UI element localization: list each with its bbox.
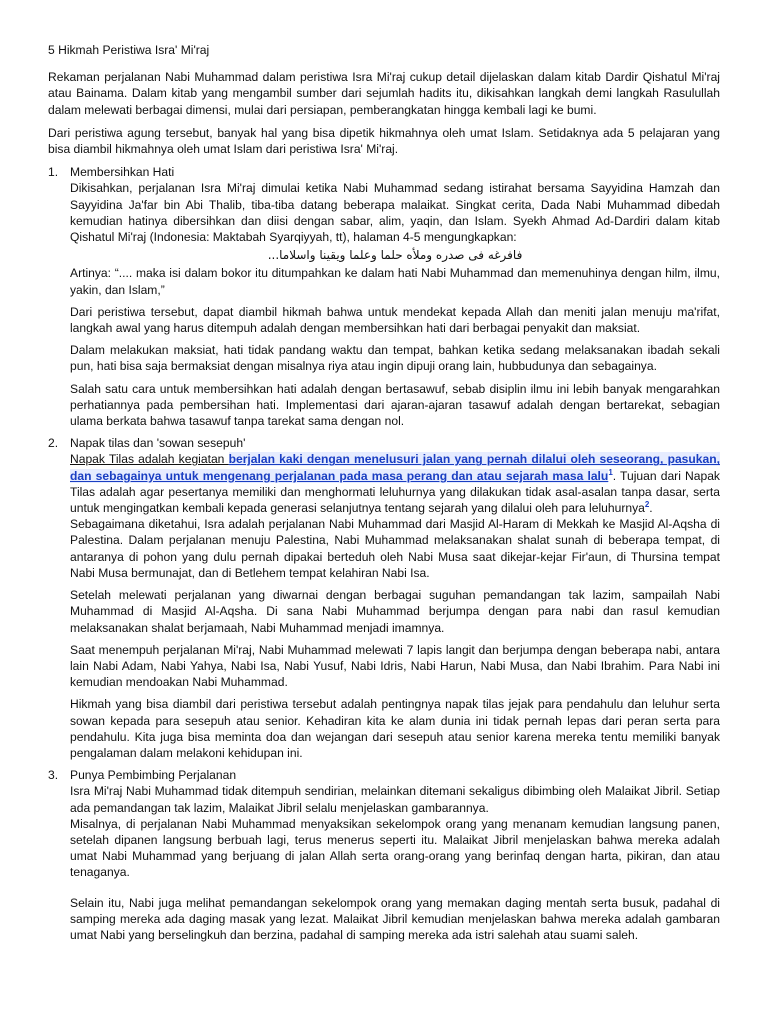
- footnote-ref-2[interactable]: 2: [644, 500, 650, 510]
- item-paragraph: Isra Mi'raj Nabi Muhammad tidak ditempuh sendirian, melainkan ditemani sekaligus dibimbing oleh Malaikat Jibril. Setiap ada pemandangan tak lazim, Malaikat Jibril selalu menjelaskan gambarannya.: [70, 784, 720, 815]
- item-paragraph: Sebagaimana diketahui, Isra adalah perjalanan Nabi Muhammad dari Masjid Al-Haram di Mekkah ke Masjid Al-Aqsha di Palestina. Dalam perjalanan menuju Palestina, Nabi Muhammad melaksanakan shalat sunah di beberapa tempat, di antaranya di pohon yang dulu pernah dipakai berteduh oleh Nabi Musa saat dikejar-kejar Fir'aun, di Thursina tempat Nabi Musa bermunajat, dan di Betlehem tempat kelahiran Nabi Isa.: [70, 517, 720, 580]
- item-paragraph: Artinya: “.... maka isi dalam bokor itu ditumpahkan ke dalam hati Nabi Muhammad dan memenuhinya dengan hilm, ilmu, yakin, dan Islam,”: [70, 266, 720, 297]
- paragraph-lead-text: Napak Tilas adalah kegiatan: [70, 452, 229, 467]
- list-item-body: [70, 783, 720, 943]
- item-paragraph: Dari peristiwa tersebut, dapat diambil hikmah bahwa untuk mendekat kepada Allah dan meniti jalan menuju ma'rifat, langkah awal yang harus ditempuh adalah dengan membersihkan hati dari berbagai penyakit dan maksiat.: [70, 304, 720, 336]
- paragraph-text: . Tujuan dari Napak Tilas adalah agar pesertanya memiliki dan menghormati leluhurnya yang dilakukan tidak asal-asalan tanpa dasar, serta untuk mengingatkan kembali kepada generasi selanjutnya tentang sejarah yang dilalui oleh para leluhurnya: [70, 468, 720, 516]
- item-paragraph: Saat menempuh perjalanan Mi'raj, Nabi Muhammad melewati 7 lapis langit dan berjumpa dengan beberapa nabi, antara lain Nabi Adam, Nabi Yahya, Nabi Isa, Nabi Yusuf, Nabi Idris, Nabi Harun, Nabi Musa, dan Nabi Ibrahim. Para Nabi ini kemudian mendoakan Nabi Muhammad.: [70, 642, 720, 690]
- document-title: 5 Hikmah Peristiwa Isra' Mi'raj: [48, 43, 210, 57]
- list-number: 3.: [48, 768, 59, 783]
- paragraph-end: .: [649, 501, 653, 516]
- list-number: 2.: [48, 436, 59, 451]
- list-item-body: [70, 451, 720, 761]
- list-item-membersihkan-hati: [48, 164, 720, 429]
- list-item-heading: Membersihkan Hati: [70, 165, 175, 180]
- item-paragraph: Salah satu cara untuk membersihkan hati adalah dengan bertasawuf, sebab disiplin ilmu ini lebih banyak mengarahkan perhatiannya pada pembersihan hati. Implementasi dari ajaran-ajaran tasawuf adalah dengan bertarekat, sebagian ulama berkata bahwa tasawuf tanpa tarekat sama dengan nol.: [70, 381, 720, 429]
- item-paragraph-with-link: [70, 451, 720, 516]
- list-number: 1.: [48, 165, 59, 180]
- definition-link[interactable]: berjalan kaki dengan menelusuri jalan yang pernah dilalui oleh seseorang, pasukan, dan sebagainya untuk mengenang perjalanan pada masa perang dan atau sejarah masa lalu: [70, 452, 720, 483]
- list-item-body: [70, 180, 720, 429]
- item-paragraph: Dalam melakukan maksiat, hati tidak pandang waktu dan tempat, bahkan ketika sedang melaksanakan ibadah sekali pun, hati bisa saja bermaksiat dengan misalnya riya atau ingin dipuji orang lain, hubbudunya dan sebagainya.: [70, 343, 720, 374]
- arabic-quote: فافرغه فى صدره وملأه حلما وعلما ويقينا واسلاما...: [267, 248, 523, 263]
- document-body: [48, 42, 720, 949]
- list-item-heading: Napak tilas dan 'sowan sesepuh': [70, 436, 246, 451]
- item-paragraph: Dikisahkan, perjalanan Isra Mi'raj dimulai ketika Nabi Muhammad sedang istirahat bersama Sayyidina Hamzah dan Sayyidina Ja'far bin Abi Thalib, tiba-tiba datang beberapa malaikat. Singkat cerita, Dada Nabi Muhammad dibedah kemudian hatinya dibersihkan dan diisi dengan sabar, alim, yaqin, dan Islam. Syekh Ahmad Ad-Dardiri dalam kitab Qishatul Mi'raj (Indonesia: Maktabah Syarqiyyah, tt), halaman 4-5 mengungkapkan:: [70, 181, 720, 245]
- list-item-pembimbing: [48, 767, 720, 943]
- blank-line: [70, 881, 720, 895]
- item-paragraph: Setelah melewati perjalanan yang diwarnai dengan berbagai suguhan pemandangan tak lazim, sampailah Nabi Muhammad di Masjid Al-Aqsha. Di sana Nabi Muhammad berjumpa dengan para nabi dan rasul kemudian melaksanakan shalat berjamaah, Nabi Muhammad menjadi imamnya.: [70, 588, 720, 635]
- intro-paragraph-1: Rekaman perjalanan Nabi Muhammad dalam peristiwa Isra Mi'raj cukup detail dijelaskan dalam kitab Dardir Qishatul Mi'raj atau Bainama. Dalam kitab yang mengambil sumber dari sejumlah hadits itu, dikisahkan langkah demi langkah Rasulullah dalam melewati berbagai dimensi, mulai dari persiapan, pemberangkatan hingga kembali lagi ke bumi.: [48, 70, 720, 117]
- list-item-napak-tilas: [48, 435, 720, 761]
- list-item-heading: Punya Pembimbing Perjalanan: [70, 768, 237, 783]
- intro-paragraph-2: Dari peristiwa agung tersebut, banyak hal yang bisa dipetik hikmahnya oleh umat Islam. Setidaknya ada 5 pelajaran yang bisa diambil hikmahnya oleh umat Islam dari peristiwa Isra' Mi'raj.: [48, 125, 720, 157]
- footnote-ref-1[interactable]: 1: [608, 467, 613, 477]
- item-paragraph: Misalnya, di perjalanan Nabi Muhammad menyaksikan sekelompok orang yang menanam kemudian langsung panen, setelah dipanen langsung berbuah lagi, terus menerus seperti itu. Malaikat Jibril menjelaskan bahwa mereka adalah umat Nabi Muhammad yang berjuang di jalan Allah serta orang-orang yang berinfaq dengan harta, pikiran, dan atau tenaganya.: [70, 816, 720, 880]
- item-paragraph: Selain itu, Nabi juga melihat pemandangan sekelompok orang yang memakan daging mentah serta busuk, padahal di samping mereka ada daging masak yang lezat. Malaikat Jibril kemudian menjelaskan bahwa mereka adalah gambaran umat Nabi yang berselingkuh dan berzina, padahal di samping mereka ada istri salehah atau suami saleh.: [70, 895, 720, 942]
- item-paragraph: Hikmah yang bisa diambil dari peristiwa tersebut adalah pentingnya napak tilas jejak para pendahulu dan leluhur serta sowan kepada para sesepuh atau senior. Kehadiran kita ke alam dunia ini tidak pernah lepas dari peran serta para pendahulu. Kita juga bisa meminta doa dan wejangan dari sesepuh atau senior karena mereka tentu memiliki banyak pengalaman dalam melakoni kehidupan ini.: [70, 697, 720, 760]
